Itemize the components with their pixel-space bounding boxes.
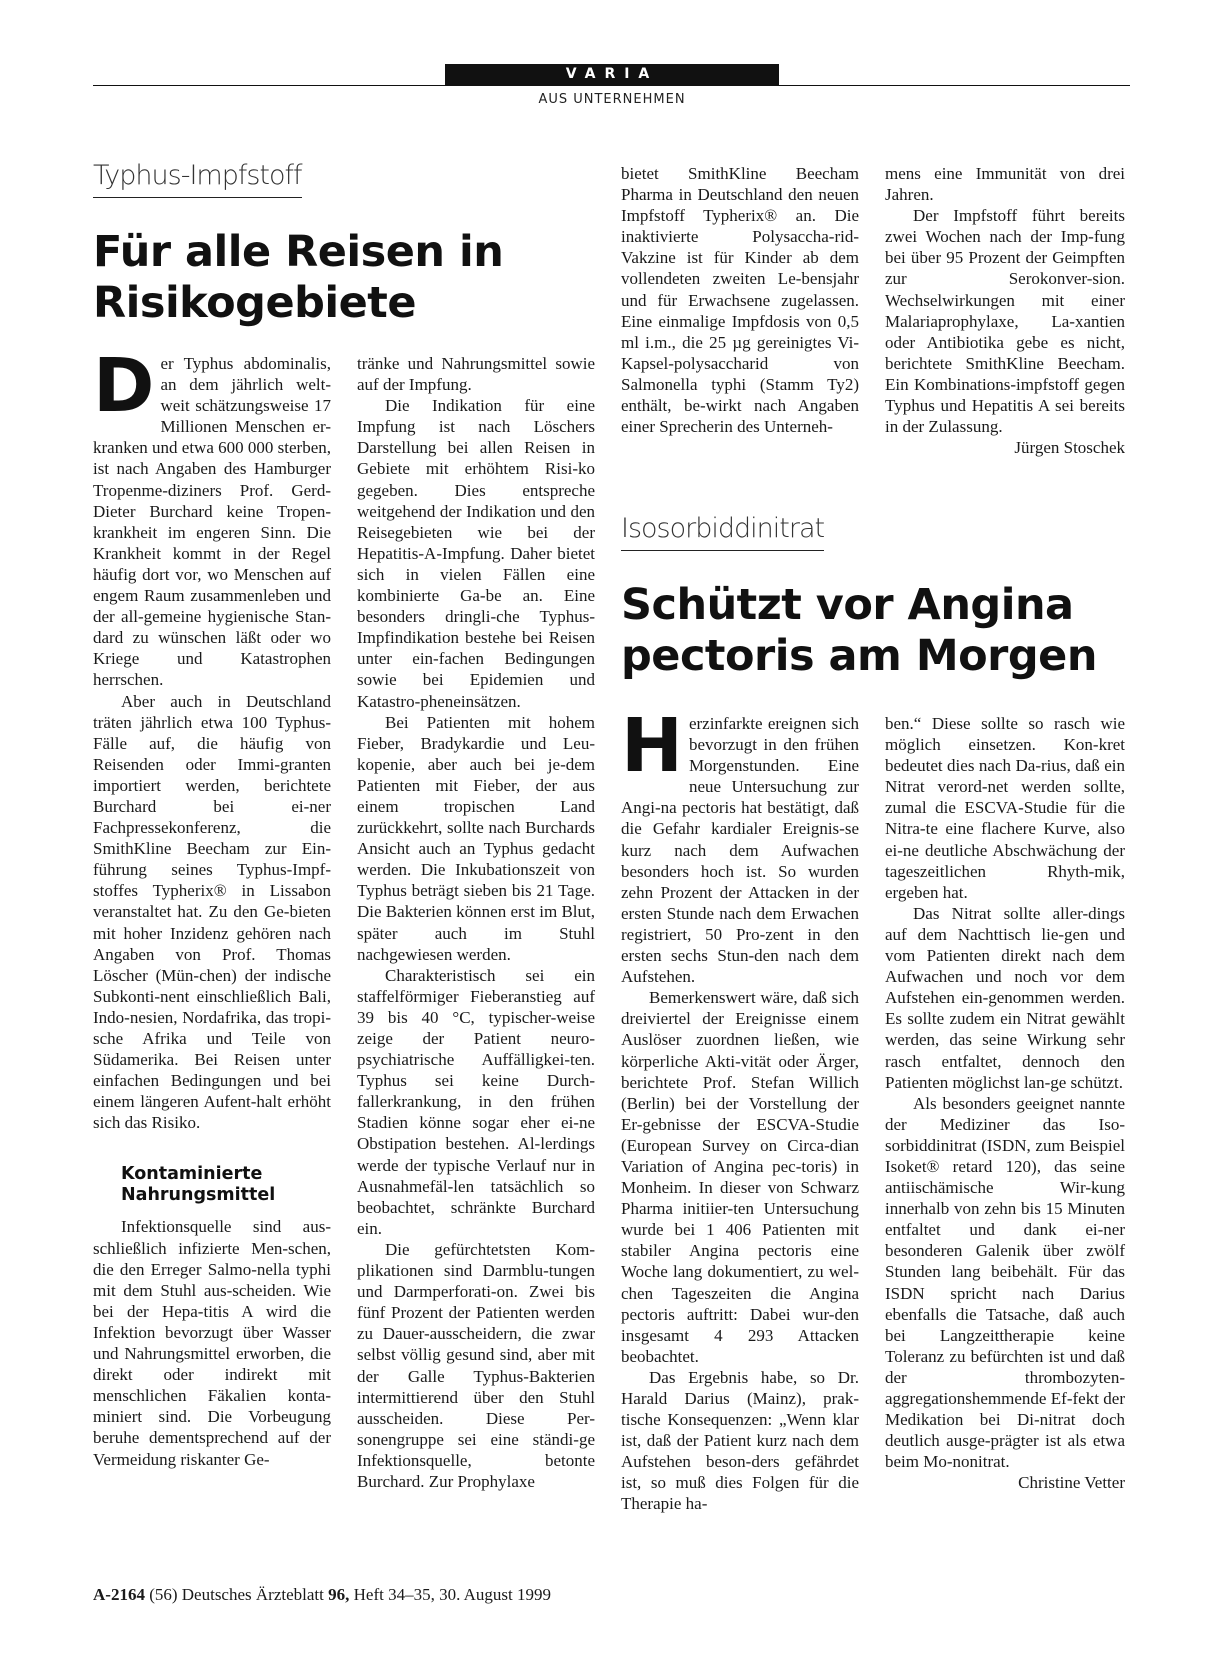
article1-dropcap: D [93, 343, 155, 429]
article2-paragraph: Das Nitrat sollte aller-dings auf dem Nachttisch lie-gen und vom Patienten direkt nach dem Aufwachen und noch vor dem Aufstehen ein-genommen werden. Es sollte zudem ein Nitrat gewählt werden, das seine Wirkung sehr rasch entfaltet, dennoch den Patienten möglichst lan-ge schützt. [885, 903, 1125, 1092]
article2-column-2 [885, 713, 1125, 1493]
article2-headline: Schützt vor Angina pectoris am Morgen [621, 580, 1097, 681]
article1-paragraph: Charakteristisch sei ein staffelförmiger Fieberanstieg auf 39 bis 40 °C, typischer-weise zeige der Patient neuro-psychiatrische Auffälligkei-ten. Typhus sei keine Durch-fallerkrankung, in den frühen Stadien könne sogar eher ei-ne Obstipation bestehen. Al-lerdings werde der typische Verlauf nur in Ausnahmefäl-len tatsächlich so beobachtet, schränkte Burchard ein. [357, 965, 595, 1238]
header-rule [93, 85, 1130, 86]
page-number: A-2164 [93, 1585, 145, 1604]
article1-paragraph: tränke und Nahrungsmittel sowie auf der Impfung. [357, 354, 595, 395]
article1-paragraph: bietet SmithKline Beecham Pharma in Deutschland den neuen Impfstoff Typherix® an. Die inaktivierte Polysaccha-rid-Vakzine ist für Kinder ab dem vollendeten zweiten Le-bensjahr und für Erwachsene zugelassen. Eine einmalige Impfdosis von 0,5 ml i.m., die 25 µg gereinigtes Vi-Kapsel-polysaccharid von Salmonella typhi (Stamm Ty2) enthält, be-wirkt nach Angaben einer Sprecherin des Unterneh- [621, 164, 859, 437]
article1-rubric: Typhus-Impfstoff [93, 160, 302, 198]
volume-number: 96, [328, 1585, 350, 1604]
article2-paragraph [621, 703, 859, 987]
article1-paragraph-text: er Typhus abdominalis, an dem jährlich welt-weit schätzungsweise 17 Millionen Menschen er-kranken und etwa 600 000 sterben, ist nach Angaben des Hamburger Tropenme-diziners Prof. Gerd-Dieter Burchard keine Tropen-krankheit im engeren Sinn. Die Krankheit kommt in der Regel häufig dort vor, wo Menschen auf engem Raum zusammenleben und der all-gemeine hygienische Stan-dard zu wünschen läßt oder wo Kriege und Katastrophen herrschen. [93, 354, 331, 690]
article1-paragraph [93, 343, 331, 691]
issue-label: (56) Deutsches Ärzteblatt [149, 1585, 324, 1604]
section-subtitle: AUS UNTERNEHMEN [538, 92, 686, 107]
article1-author: Jürgen Stoschek [1014, 438, 1125, 458]
article1-paragraph: Infektionsquelle sind aus-schließlich infizierte Men-schen, die den Erreger Salmo-nella typhi mit dem Stuhl aus-scheiden. Wie bei der Hepa-titis A wird die Infektion bevorzugt über Wasser und Nahrungsmittel erworben, die direkt oder indirekt mit menschlichen Fäkalien konta-miniert sind. Die Vorbeugung beruhe dementsprechend auf der Vermeidung riskanter Ge- [93, 1217, 331, 1469]
article1-paragraph: Aber auch in Deutschland träten jährlich etwa 100 Typhus-Fälle auf, die häufig von Reisenden oder Immi-granten importiert werden, berichtete Burchard bei ei-ner Fachpressekonferenz, die SmithKline Beecham zur Ein-führung seines Typhus-Impf-stoffes Typherix® in Lissabon veranstaltet hat. Zu den Ge-bieten mit hoher Inzidenz gehören nach Angaben von Prof. Thomas Löscher (Mün-chen) der indische Subkonti-nent einschließlich Bali, Indo-nesien, Nordafrika, das tropi-sche Afrika und Teile von Südamerika. Bei Reisen unter einfachen Bedingungen und bei einem längeren Aufent-halt erhöht sich das Risiko. [93, 691, 331, 1133]
article1-subheading: Kontaminierte Nahrungsmittel [121, 1164, 276, 1206]
article1-column-4 [885, 163, 1125, 458]
article2-paragraph: Als besonders geeignet nannte der Mediziner das Iso-sorbiddinitrat (ISDN, zum Beispiel Isoket® retard 120), das seine antiischämische Wir-kung innerhalb von zehn bis 15 Minuten entfaltet und dank ei-ner besonderen Galenik über zwölf Stunden lang beibehält. Für das ISDN spricht nach Darius ebenfalls die Tatsache, daß auch bei Langzeittherapie keine Toleranz zu befürchten ist und daß der thrombozyten-aggregationshemmende Ef-fekt der Medikation bei Di-nitrat doch deutlich ausge-prägter ist als etwa beim Mo-nonitrat. [885, 1093, 1125, 1472]
article1-headline: Für alle Reisen in Risikogebiete [93, 227, 504, 328]
article2-author: Christine Vetter [1018, 1473, 1125, 1493]
article1-paragraph-text: Der Impfstoff führt bereits zwei Wochen nach der Imp-fung bei über 95 Prozent der Geimpften zur Serokonver-sion. Wechselwirkungen mit einer Malariaprophylaxe, La-xantien oder Antibiotika gebe es nicht, berichtete SmithKline Beecham. Ein Kombinations-impfstoff gegen Typhus und Hepatitis A sei bereits in der Zulassung. [885, 206, 1125, 437]
article1-paragraph: Bei Patienten mit hohem Fieber, Bradykardie und Leu-kopenie, aber auch bei je-dem Patienten mit Fieber, der aus einem tropischen Land zurückkehrt, sollte nach Burchards Ansicht auch an Typhus gedacht werden. Die Inkubationszeit von Typhus beträgt sieben bis 21 Tage. Die Bakterien können erst im Blut, später auch im Stuhl nachgewiesen werden. [357, 712, 595, 964]
article1-column-3 [621, 163, 859, 437]
article1-paragraph: Die gefürchtetsten Kom-plikationen sind Darmblu-tungen und Darmperforati-on. Zwei bis fünf Prozent der Patienten werden zu Dauer-ausscheidern, die zwar selbst völlig gesund sind, aber mit der Galle Typhus-Bakterien intermittierend über den Stuhl ausscheiden. Diese Per-sonengruppe sei eine ständi-ge Infektionsquelle, betonte Burchard. Zur Prophylaxe [357, 1239, 595, 1491]
article2-rubric: Isosorbiddinitrat [621, 513, 824, 551]
section-banner: VARIA [445, 64, 779, 85]
page-footer [93, 1585, 551, 1605]
article1-column-1 [93, 343, 331, 1470]
article1-paragraph [885, 205, 1125, 458]
article1-paragraph: mens eine Immunität von drei Jahren. [885, 164, 1125, 205]
article2-dropcap: H [621, 703, 683, 789]
article1-paragraph: Die Indikation für eine Impfung ist nach Löschers Darstellung bei allen Reisen in Gebiete mit erhöhtem Risi-ko gegeben. Dies entspreche weitgehend der Indikation und den Reisegebieten wie bei der Hepatitis-A-Impfung. Daher bietet sich in vielen Fällen eine kombinierte Ga-be an. Eine besonders dringli-che Typhus-Impfindikation bestehe bei Reisen unter ein-fachen Bedingungen sowie bei Epidemien und Katastro-pheneinsätzen. [357, 396, 595, 711]
article2-paragraph: ben.“ Diese sollte so rasch wie möglich einsetzen. Kon-kret bedeutet dies nach Da-rius, daß ein Nitrat verord-net werden sollte, zumal die ESCVA-Studie für die Nitra-te eine flachere Kurve, also ei-ne deutliche Abschwächung der tageszeitlichen Rhyth-mik, ergeben hat. [885, 714, 1125, 902]
article2-paragraph: Das Ergebnis habe, so Dr. Harald Darius (Mainz), prak-tische Konsequenzen: „Wenn klar ist, daß der Patient kurz nach dem Aufstehen beson-ders gefährdet ist, so muß dies Folgen für die Therapie ha- [621, 1367, 859, 1514]
article2-column-1 [621, 703, 859, 1515]
article2-paragraph-text: erzinfarkte ereignen sich bevorzugt in den frühen Morgenstunden. Eine neue Untersuchung zur Angi-na pectoris hat bestätigt, daß die Gefahr kardialer Ereignis-se kurz nach dem Aufwachen besonders hoch ist. So wurden zehn Prozent der Attacken in der ersten Stunde nach dem Erwachen registriert, 50 Pro-zent in den ersten sechs Stun-den nach dem Aufstehen. [621, 714, 859, 987]
article2-paragraph: Bemerkenswert wäre, daß sich dreiviertel der Ereignisse einem Auslöser zuordnen ließen, wie körperliche Akti-vität oder Ärger, berichtete Prof. Stefan Willich (Berlin) bei der Vorstellung der Er-gebnisse der ESCVA-Studie (European Survey on Circa-dian Variation of Angina pec-toris) in Monheim. In dieser von Schwarz Pharma initiier-ten Untersuchung wurde bei 1 406 Patienten mit stabiler Angina pectoris eine Woche lang dokumentiert, zu wel-chen Tageszeiten die Angina pectoris auftritt: Dabei wur-den insgesamt 4 293 Attacken beobachtet. [621, 988, 859, 1366]
article1-column-2 [357, 353, 595, 1492]
issue-details: Heft 34–35, 30. August 1999 [353, 1585, 552, 1604]
